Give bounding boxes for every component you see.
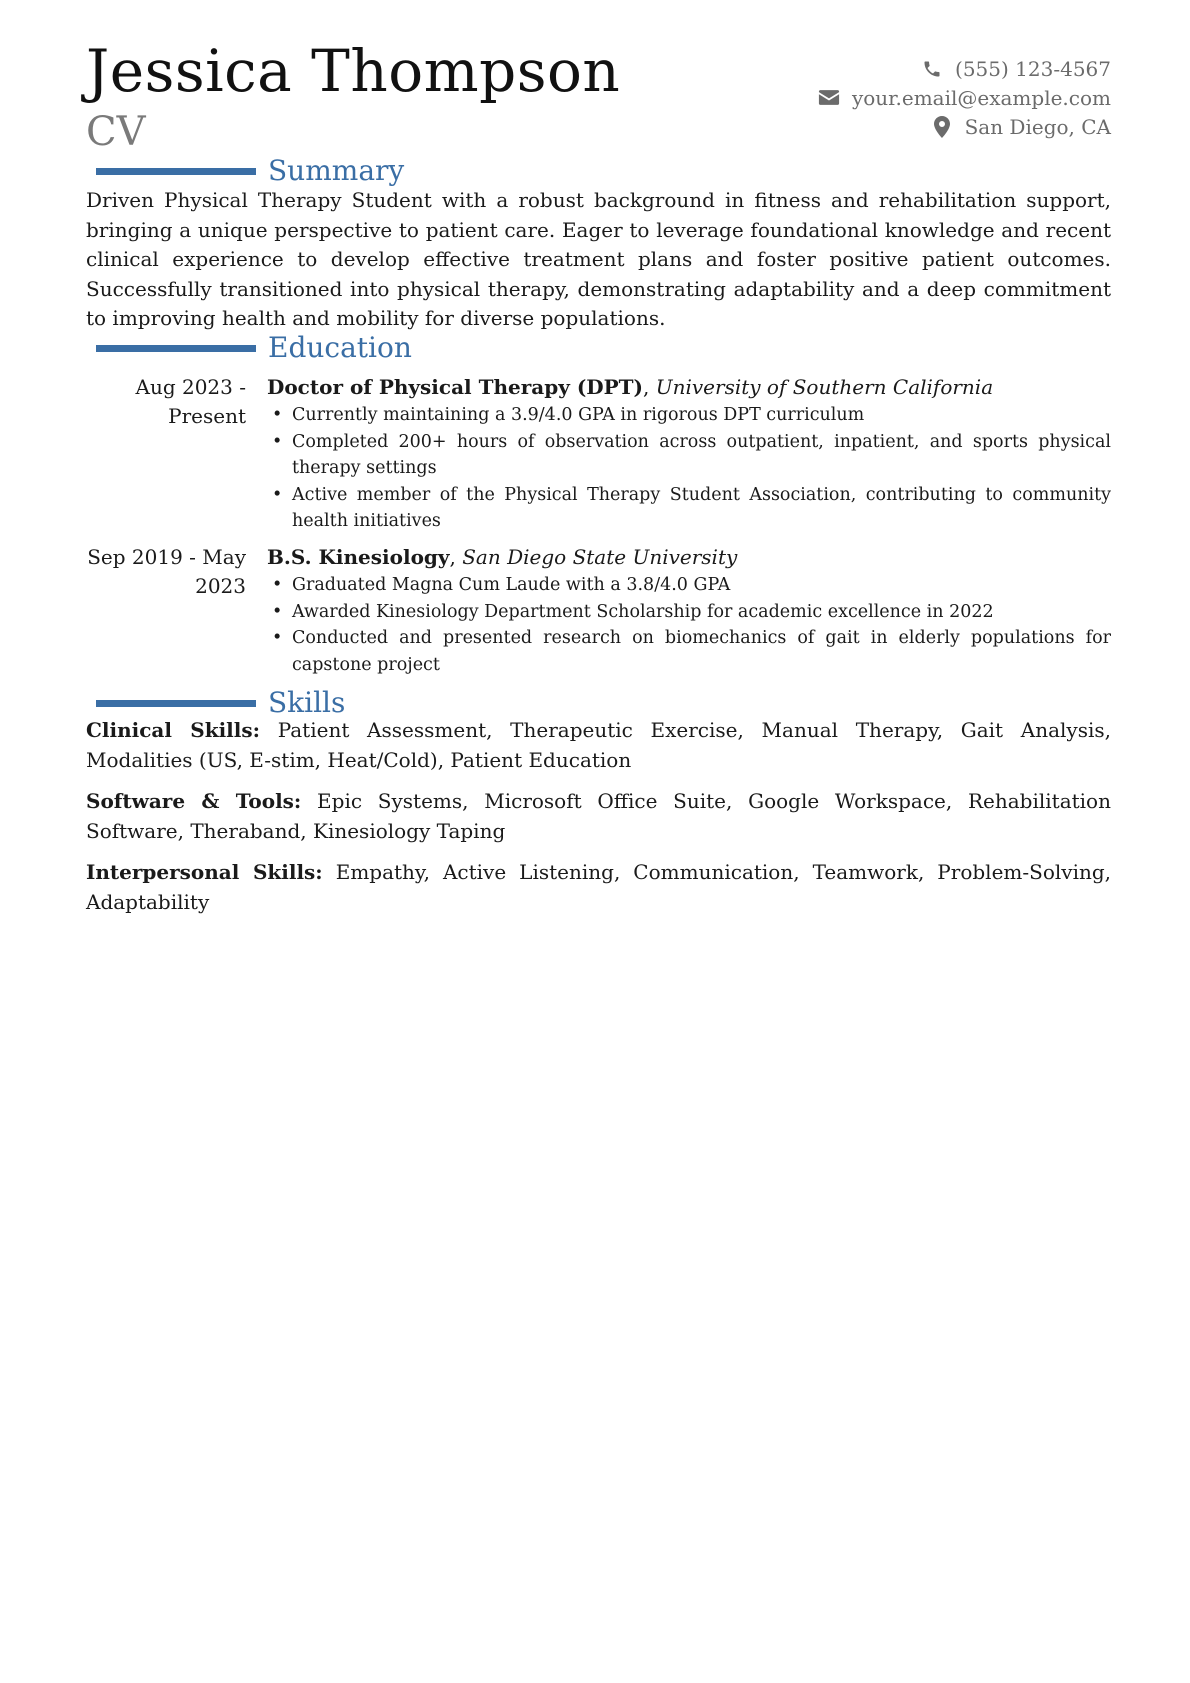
- date-line: Sep 2019 - May: [87, 545, 246, 569]
- skill-group-text: Epic Systems, Microsoft Office Suite, Google Workspace, Rehabilitation Software, Theraband, Kinesiology Taping: [86, 789, 1111, 843]
- location-text: San Diego, CA: [964, 114, 1111, 139]
- education-title: Doctor of Physical Therapy (DPT), University of Southern California: [267, 375, 994, 399]
- date-line: Present: [168, 404, 246, 428]
- email-address: your.email@example.com: [851, 85, 1111, 110]
- skill-group: [86, 858, 1111, 917]
- education-bullets: [267, 402, 1111, 535]
- summary-text: Driven Physical Therapy Student with a robust background in fitness and rehabilitation support, bringing a unique perspective to patient care. Eager to leverage foundational knowledge and recent clinical experience to develop effective treatment plans and foster positive patient outcomes. Successfully transitioned into physical therapy, demonstrating adaptability and a deep commitment to improving health and mobility for diverse populations.: [86, 188, 1111, 330]
- section-accent-bar: [96, 700, 256, 707]
- date-line: 2023: [195, 574, 246, 598]
- education-details: [267, 543, 1111, 678]
- degree-name: B.S. Kinesiology: [267, 545, 450, 569]
- list-item: • Active member of the Physical Therapy Student Association, contributing to community health initiatives: [267, 482, 1111, 535]
- phone-icon: [919, 58, 945, 80]
- skill-group: [86, 787, 1111, 846]
- skill-group-label: Software & Tools:: [86, 789, 302, 813]
- contact-phone[interactable]: [816, 54, 1111, 83]
- education-bullets: [267, 572, 1111, 678]
- section-accent-bar: [96, 168, 256, 175]
- list-item: • Currently maintaining a 3.9/4.0 GPA in rigorous DPT curriculum: [267, 402, 1111, 429]
- list-item: • Awarded Kinesiology Department Scholarship for academic excellence in 2022: [267, 599, 1111, 626]
- institution-name: University of Southern California: [655, 375, 994, 399]
- skill-group-label: Interpersonal Skills:: [86, 860, 323, 884]
- section-title: Summary: [268, 154, 405, 187]
- summary-heading: [86, 154, 404, 188]
- list-item: • Completed 200+ hours of observation across outpatient, inpatient, and sports physical therapy settings: [267, 429, 1111, 482]
- document-subtitle: CV: [86, 109, 146, 155]
- degree-name: Doctor of Physical Therapy (DPT): [267, 375, 644, 399]
- institution-name: San Diego State University: [462, 545, 738, 569]
- section-accent-bar: [96, 345, 256, 352]
- skill-group: [86, 716, 1111, 775]
- contact-info: [816, 54, 1111, 141]
- skill-group-text: Patient Assessment, Therapeutic Exercise, Manual Therapy, Gait Analysis, Modalities (US, E-stim, Heat/Cold), Patient Education: [86, 718, 1111, 772]
- skills-heading: [86, 686, 345, 720]
- list-item: • Graduated Magna Cum Laude with a 3.8/4.0 GPA: [267, 572, 1111, 599]
- education-details: [267, 373, 1111, 535]
- education-date: [86, 543, 246, 601]
- phone-number: (555) 123-4567: [955, 56, 1111, 81]
- envelope-icon: [816, 87, 842, 109]
- map-pin-icon: [929, 116, 955, 138]
- date-line: Aug 2023 -: [135, 375, 246, 399]
- education-title: B.S. Kinesiology, San Diego State University: [267, 545, 738, 569]
- contact-email[interactable]: [816, 83, 1111, 112]
- contact-location: [816, 112, 1111, 141]
- list-item: • Conducted and presented research on biomechanics of gait in elderly populations for capstone project: [267, 625, 1111, 678]
- section-title: Skills: [268, 686, 346, 719]
- candidate-name: Jessica Thompson: [86, 37, 621, 105]
- section-title: Education: [268, 331, 412, 364]
- education-date: [86, 373, 246, 431]
- education-heading: [86, 331, 412, 365]
- skill-group-label: Clinical Skills:: [86, 718, 261, 742]
- skill-group-text: Empathy, Active Listening, Communication, Teamwork, Problem-Solving, Adaptability: [86, 860, 1112, 914]
